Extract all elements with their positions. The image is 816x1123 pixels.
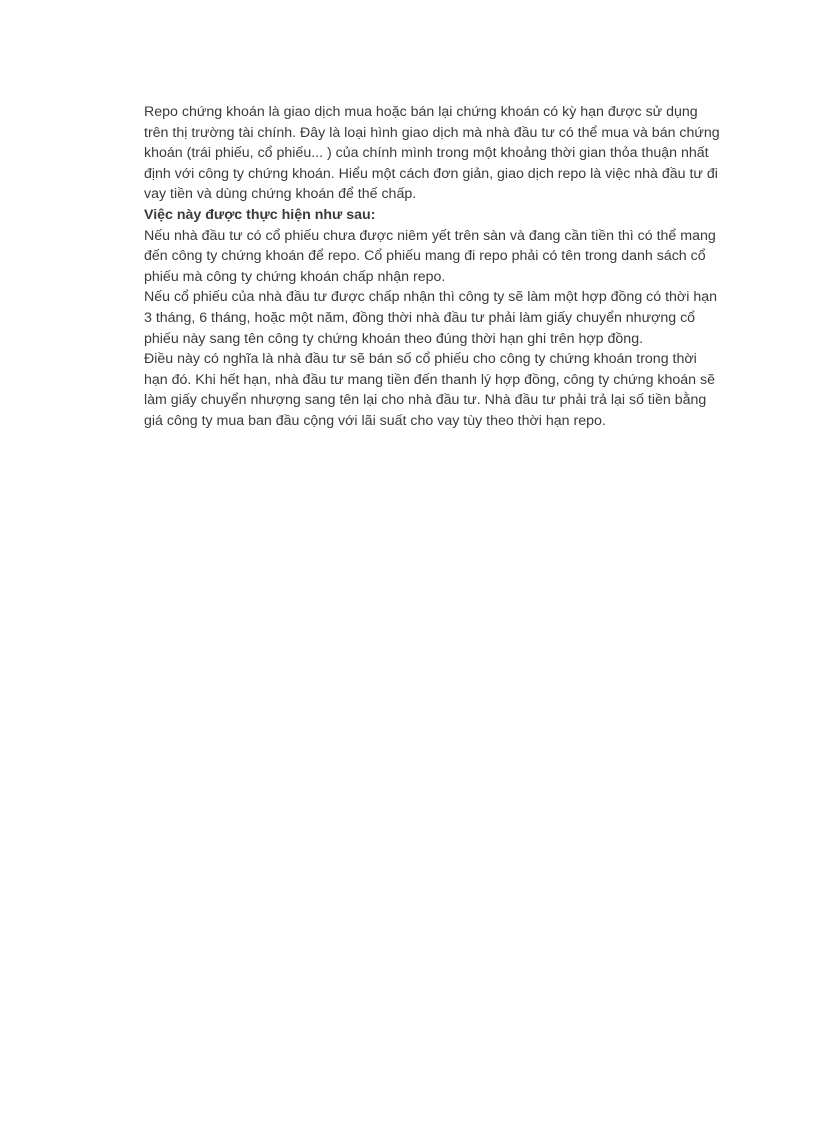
body-paragraph-2: Nếu cổ phiếu của nhà đầu tư được chấp nhận thì công ty sẽ làm một hợp đồng có thời hạn 3 tháng, 6 tháng, hoặc một năm, đồng thời nhà đầu tư phải làm giấy chuyển nhượng cổ phiếu này sang tên công ty chứng khoán theo đúng thời hạn ghi trên hợp đồng.: [144, 289, 717, 347]
body-paragraph-3: Điều này có nghĩa là nhà đầu tư sẽ bán số cổ phiếu cho công ty chứng khoán trong thời hạn đó. Khi hết hạn, nhà đầu tư mang tiền đến thanh lý hợp đồng, công ty chứng khoán sẽ làm giấy chuyển nhượng sang tên lại cho nhà đầu tư. Nhà đầu tư phải trả lại số tiền bằng giá công ty mua ban đầu cộng với lãi suất cho vay tùy theo thời hạn repo.: [144, 351, 715, 429]
intro-paragraph: Repo chứng khoán là giao dịch mua hoặc bán lại chứng khoán có kỳ hạn được sử dụng trên thị trường tài chính. Đây là loại hình giao dịch mà nhà đầu tư có thể mua và bán chứng khoán (trái phiếu, cổ phiếu... ) của chính mình trong một khoảng thời gian thỏa thuận nhất định với công ty chứng khoán. Hiểu một cách đơn giản, giao dịch repo là việc nhà đầu tư đi vay tiền và dùng chứng khoán để thế chấp.: [144, 104, 720, 203]
document-body: [144, 102, 720, 432]
section-heading: Việc này được thực hiện như sau:: [144, 206, 376, 223]
body-paragraph-1: Nếu nhà đầu tư có cổ phiếu chưa được niêm yết trên sàn và đang cần tiền thì có thể mang đến công ty chứng khoán để repo. Cổ phiếu mang đi repo phải có tên trong danh sách cổ phiếu mà công ty chứng khoán chấp nhận repo.: [144, 227, 716, 285]
